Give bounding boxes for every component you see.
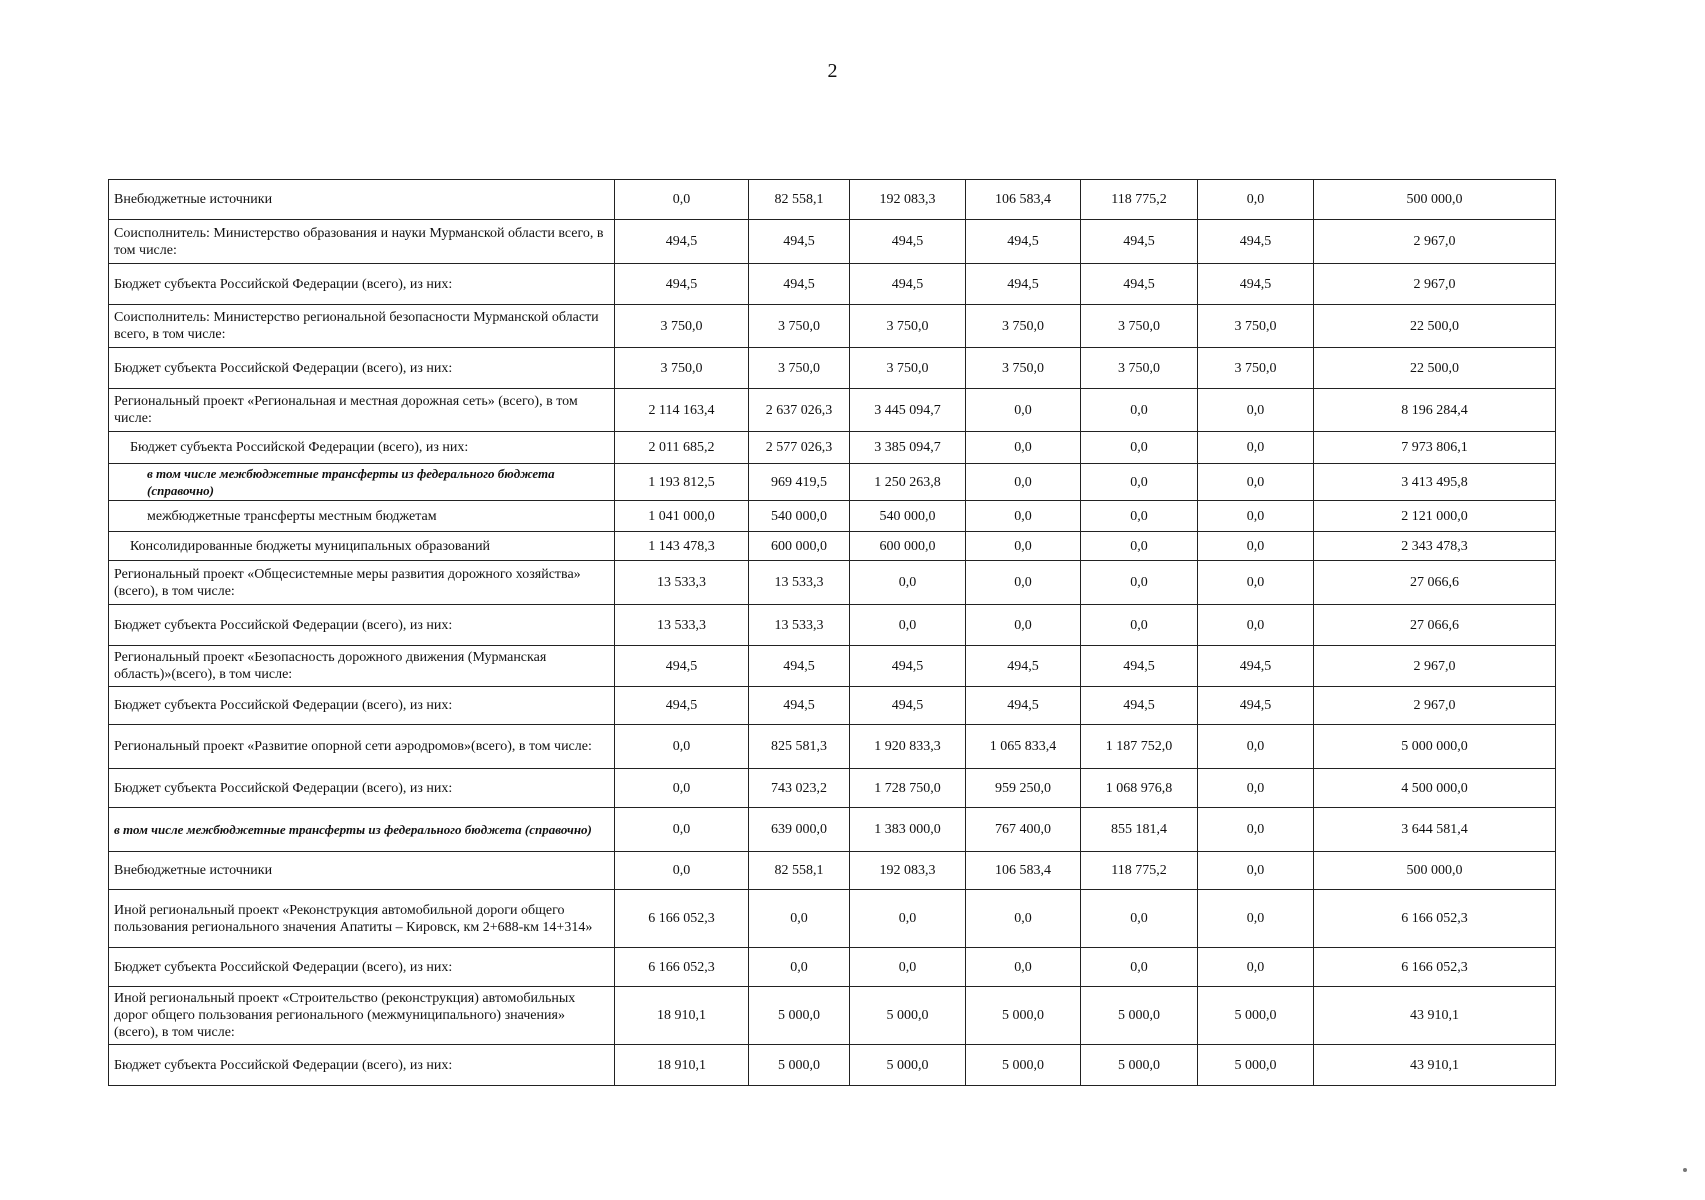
- value-cell: 3 750,0: [615, 348, 749, 389]
- table-row: [109, 725, 1556, 769]
- row-label: Региональный проект «Развитие опорной сети аэродромов»(всего), в том числе:: [109, 725, 615, 769]
- row-total-cell: 43 910,1: [1314, 1045, 1556, 1086]
- value-cell: 494,5: [1081, 264, 1198, 305]
- row-label: Иной региональный проект «Реконструкция автомобильной дороги общего пользования регионального значения Апатиты – Кировск, км 2+688-км 14+314»: [109, 890, 615, 948]
- row-total-cell: 2 121 000,0: [1314, 501, 1556, 532]
- value-cell: 2 011 685,2: [615, 432, 749, 464]
- value-cell: 494,5: [966, 646, 1081, 687]
- table-row: [109, 532, 1556, 561]
- value-cell: 0,0: [850, 948, 966, 987]
- value-cell: 3 750,0: [966, 305, 1081, 348]
- table-row: [109, 890, 1556, 948]
- value-cell: 494,5: [749, 646, 850, 687]
- row-total-cell: 8 196 284,4: [1314, 389, 1556, 432]
- value-cell: 0,0: [1081, 501, 1198, 532]
- value-cell: 0,0: [615, 725, 749, 769]
- value-cell: 494,5: [749, 220, 850, 264]
- row-label: Бюджет субъекта Российской Федерации (всего), из них:: [109, 264, 615, 305]
- value-cell: 0,0: [1081, 464, 1198, 501]
- value-cell: 0,0: [1081, 532, 1198, 561]
- table-row: [109, 264, 1556, 305]
- value-cell: 0,0: [749, 948, 850, 987]
- value-cell: 13 533,3: [749, 605, 850, 646]
- value-cell: 0,0: [850, 605, 966, 646]
- row-label: Бюджет субъекта Российской Федерации (всего), из них:: [109, 687, 615, 725]
- value-cell: 82 558,1: [749, 852, 850, 890]
- value-cell: 0,0: [850, 561, 966, 605]
- table-row: [109, 1045, 1556, 1086]
- value-cell: 3 750,0: [1081, 348, 1198, 389]
- value-cell: 0,0: [1198, 432, 1314, 464]
- value-cell: 0,0: [966, 532, 1081, 561]
- row-total-cell: 22 500,0: [1314, 348, 1556, 389]
- value-cell: 3 445 094,7: [850, 389, 966, 432]
- row-total-cell: 500 000,0: [1314, 852, 1556, 890]
- row-total-cell: 27 066,6: [1314, 605, 1556, 646]
- value-cell: 0,0: [749, 890, 850, 948]
- value-cell: 3 750,0: [1198, 348, 1314, 389]
- value-cell: 0,0: [615, 769, 749, 808]
- value-cell: 1 068 976,8: [1081, 769, 1198, 808]
- value-cell: 118 775,2: [1081, 180, 1198, 220]
- value-cell: 0,0: [1198, 890, 1314, 948]
- value-cell: 1 041 000,0: [615, 501, 749, 532]
- table-row: [109, 646, 1556, 687]
- value-cell: 540 000,0: [749, 501, 850, 532]
- value-cell: 5 000,0: [1198, 987, 1314, 1045]
- value-cell: 0,0: [966, 605, 1081, 646]
- row-label: Внебюджетные источники: [109, 852, 615, 890]
- value-cell: 0,0: [1198, 725, 1314, 769]
- value-cell: 5 000,0: [1081, 1045, 1198, 1086]
- row-total-cell: 2 343 478,3: [1314, 532, 1556, 561]
- row-label: Бюджет субъекта Российской Федерации (всего), из них:: [109, 948, 615, 987]
- value-cell: 494,5: [1198, 646, 1314, 687]
- value-cell: 494,5: [850, 264, 966, 305]
- value-cell: 0,0: [1081, 605, 1198, 646]
- row-total-cell: 5 000 000,0: [1314, 725, 1556, 769]
- value-cell: 1 920 833,3: [850, 725, 966, 769]
- value-cell: 2 637 026,3: [749, 389, 850, 432]
- row-label: межбюджетные трансферты местным бюджетам: [109, 501, 615, 532]
- value-cell: 3 750,0: [1198, 305, 1314, 348]
- value-cell: 6 166 052,3: [615, 948, 749, 987]
- value-cell: 1 143 478,3: [615, 532, 749, 561]
- value-cell: 2 577 026,3: [749, 432, 850, 464]
- value-cell: 0,0: [966, 432, 1081, 464]
- value-cell: 5 000,0: [1081, 987, 1198, 1045]
- value-cell: 494,5: [1198, 264, 1314, 305]
- budget-table-body: [109, 180, 1556, 1086]
- row-total-cell: 3 644 581,4: [1314, 808, 1556, 852]
- row-label: Иной региональный проект «Строительство (реконструкция) автомобильных дорог общего пользования регионального (межмуниципального) значения» (всего), в том числе:: [109, 987, 615, 1045]
- row-label: Консолидированные бюджеты муниципальных образований: [109, 532, 615, 561]
- value-cell: 82 558,1: [749, 180, 850, 220]
- row-total-cell: 2 967,0: [1314, 264, 1556, 305]
- page-number: 2: [827, 60, 838, 82]
- table-row: [109, 687, 1556, 725]
- value-cell: 494,5: [966, 687, 1081, 725]
- budget-table: [108, 179, 1556, 1086]
- value-cell: 0,0: [615, 808, 749, 852]
- value-cell: 3 750,0: [966, 348, 1081, 389]
- value-cell: 494,5: [615, 646, 749, 687]
- row-label: в том числе межбюджетные трансферты из федерального бюджета (справочно): [109, 808, 615, 852]
- row-label: Бюджет субъекта Российской Федерации (всего), из них:: [109, 1045, 615, 1086]
- row-label: Внебюджетные источники: [109, 180, 615, 220]
- table-row: [109, 852, 1556, 890]
- value-cell: 3 750,0: [749, 348, 850, 389]
- value-cell: 639 000,0: [749, 808, 850, 852]
- value-cell: 0,0: [966, 890, 1081, 948]
- row-total-cell: 22 500,0: [1314, 305, 1556, 348]
- value-cell: 540 000,0: [850, 501, 966, 532]
- value-cell: 0,0: [1198, 769, 1314, 808]
- value-cell: 0,0: [966, 561, 1081, 605]
- value-cell: 5 000,0: [850, 987, 966, 1045]
- value-cell: 0,0: [966, 389, 1081, 432]
- value-cell: 0,0: [615, 180, 749, 220]
- value-cell: 0,0: [1198, 852, 1314, 890]
- value-cell: 494,5: [615, 220, 749, 264]
- value-cell: 13 533,3: [615, 605, 749, 646]
- value-cell: 5 000,0: [749, 1045, 850, 1086]
- value-cell: 0,0: [1198, 561, 1314, 605]
- value-cell: 0,0: [1081, 890, 1198, 948]
- value-cell: 494,5: [749, 687, 850, 725]
- value-cell: 3 750,0: [850, 305, 966, 348]
- value-cell: 600 000,0: [749, 532, 850, 561]
- value-cell: 767 400,0: [966, 808, 1081, 852]
- value-cell: 3 750,0: [850, 348, 966, 389]
- value-cell: 0,0: [1198, 501, 1314, 532]
- row-total-cell: 500 000,0: [1314, 180, 1556, 220]
- table-row: [109, 220, 1556, 264]
- value-cell: 0,0: [615, 852, 749, 890]
- value-cell: 106 583,4: [966, 180, 1081, 220]
- row-label: Бюджет субъекта Российской Федерации (всего), из них:: [109, 348, 615, 389]
- table-row: [109, 501, 1556, 532]
- value-cell: 192 083,3: [850, 852, 966, 890]
- row-total-cell: 2 967,0: [1314, 220, 1556, 264]
- table-row: [109, 180, 1556, 220]
- value-cell: 1 383 000,0: [850, 808, 966, 852]
- value-cell: 743 023,2: [749, 769, 850, 808]
- value-cell: 1 728 750,0: [850, 769, 966, 808]
- row-label: Региональный проект «Региональная и местная дорожная сеть» (всего), в том числе:: [109, 389, 615, 432]
- row-total-cell: 4 500 000,0: [1314, 769, 1556, 808]
- row-label: Соисполнитель: Министерство региональной безопасности Мурманской области всего, в том числе:: [109, 305, 615, 348]
- value-cell: 5 000,0: [1198, 1045, 1314, 1086]
- value-cell: 13 533,3: [615, 561, 749, 605]
- value-cell: 494,5: [850, 646, 966, 687]
- value-cell: 494,5: [850, 220, 966, 264]
- value-cell: 959 250,0: [966, 769, 1081, 808]
- value-cell: 6 166 052,3: [615, 890, 749, 948]
- value-cell: 0,0: [966, 464, 1081, 501]
- row-total-cell: 2 967,0: [1314, 646, 1556, 687]
- value-cell: 1 187 752,0: [1081, 725, 1198, 769]
- value-cell: 5 000,0: [966, 987, 1081, 1045]
- value-cell: 0,0: [966, 501, 1081, 532]
- value-cell: 494,5: [1081, 687, 1198, 725]
- value-cell: 494,5: [615, 264, 749, 305]
- value-cell: 5 000,0: [749, 987, 850, 1045]
- value-cell: 3 385 094,7: [850, 432, 966, 464]
- value-cell: 18 910,1: [615, 987, 749, 1045]
- table-row: [109, 948, 1556, 987]
- value-cell: 494,5: [1081, 220, 1198, 264]
- value-cell: 855 181,4: [1081, 808, 1198, 852]
- value-cell: 18 910,1: [615, 1045, 749, 1086]
- value-cell: 0,0: [1198, 948, 1314, 987]
- row-label: Бюджет субъекта Российской Федерации (всего), из них:: [109, 432, 615, 464]
- value-cell: 494,5: [615, 687, 749, 725]
- table-row: [109, 808, 1556, 852]
- value-cell: 0,0: [966, 948, 1081, 987]
- value-cell: 494,5: [1081, 646, 1198, 687]
- table-row: [109, 987, 1556, 1045]
- budget-table-container: [108, 179, 1555, 1086]
- value-cell: 600 000,0: [850, 532, 966, 561]
- row-label: Соисполнитель: Министерство образования и науки Мурманской области всего, в том числе:: [109, 220, 615, 264]
- table-row: [109, 605, 1556, 646]
- value-cell: 0,0: [1198, 605, 1314, 646]
- value-cell: 494,5: [749, 264, 850, 305]
- value-cell: 192 083,3: [850, 180, 966, 220]
- row-total-cell: 27 066,6: [1314, 561, 1556, 605]
- value-cell: 3 750,0: [749, 305, 850, 348]
- value-cell: 0,0: [1198, 808, 1314, 852]
- value-cell: 0,0: [1198, 464, 1314, 501]
- value-cell: 1 193 812,5: [615, 464, 749, 501]
- value-cell: 1 065 833,4: [966, 725, 1081, 769]
- row-total-cell: 6 166 052,3: [1314, 890, 1556, 948]
- value-cell: 0,0: [1198, 389, 1314, 432]
- value-cell: 0,0: [1081, 948, 1198, 987]
- row-total-cell: 6 166 052,3: [1314, 948, 1556, 987]
- row-total-cell: 3 413 495,8: [1314, 464, 1556, 501]
- value-cell: 0,0: [1081, 389, 1198, 432]
- value-cell: 494,5: [850, 687, 966, 725]
- value-cell: 494,5: [966, 220, 1081, 264]
- value-cell: 2 114 163,4: [615, 389, 749, 432]
- table-row: [109, 464, 1556, 501]
- value-cell: 106 583,4: [966, 852, 1081, 890]
- value-cell: 0,0: [1081, 432, 1198, 464]
- value-cell: 0,0: [850, 890, 966, 948]
- value-cell: 3 750,0: [615, 305, 749, 348]
- table-row: [109, 305, 1556, 348]
- value-cell: 118 775,2: [1081, 852, 1198, 890]
- row-total-cell: 43 910,1: [1314, 987, 1556, 1045]
- row-total-cell: 2 967,0: [1314, 687, 1556, 725]
- table-row: [109, 348, 1556, 389]
- value-cell: 969 419,5: [749, 464, 850, 501]
- table-row: [109, 389, 1556, 432]
- table-row: [109, 432, 1556, 464]
- value-cell: 3 750,0: [1081, 305, 1198, 348]
- row-label: Бюджет субъекта Российской Федерации (всего), из них:: [109, 769, 615, 808]
- value-cell: 5 000,0: [850, 1045, 966, 1086]
- value-cell: 825 581,3: [749, 725, 850, 769]
- value-cell: 0,0: [1198, 180, 1314, 220]
- row-label: Региональный проект «Безопасность дорожного движения (Мурманская область)»(всего), в том числе:: [109, 646, 615, 687]
- value-cell: 5 000,0: [966, 1045, 1081, 1086]
- row-label: Бюджет субъекта Российской Федерации (всего), из них:: [109, 605, 615, 646]
- table-row: [109, 561, 1556, 605]
- value-cell: 0,0: [1081, 561, 1198, 605]
- value-cell: 13 533,3: [749, 561, 850, 605]
- value-cell: 1 250 263,8: [850, 464, 966, 501]
- row-label: Региональный проект «Общесистемные меры развития дорожного хозяйства» (всего), в том числе:: [109, 561, 615, 605]
- value-cell: 494,5: [1198, 687, 1314, 725]
- row-label: в том числе межбюджетные трансферты из федерального бюджета (справочно): [109, 464, 615, 501]
- table-row: [109, 769, 1556, 808]
- value-cell: 494,5: [1198, 220, 1314, 264]
- value-cell: 0,0: [1198, 532, 1314, 561]
- row-total-cell: 7 973 806,1: [1314, 432, 1556, 464]
- scan-artifact: [1683, 1168, 1687, 1172]
- value-cell: 494,5: [966, 264, 1081, 305]
